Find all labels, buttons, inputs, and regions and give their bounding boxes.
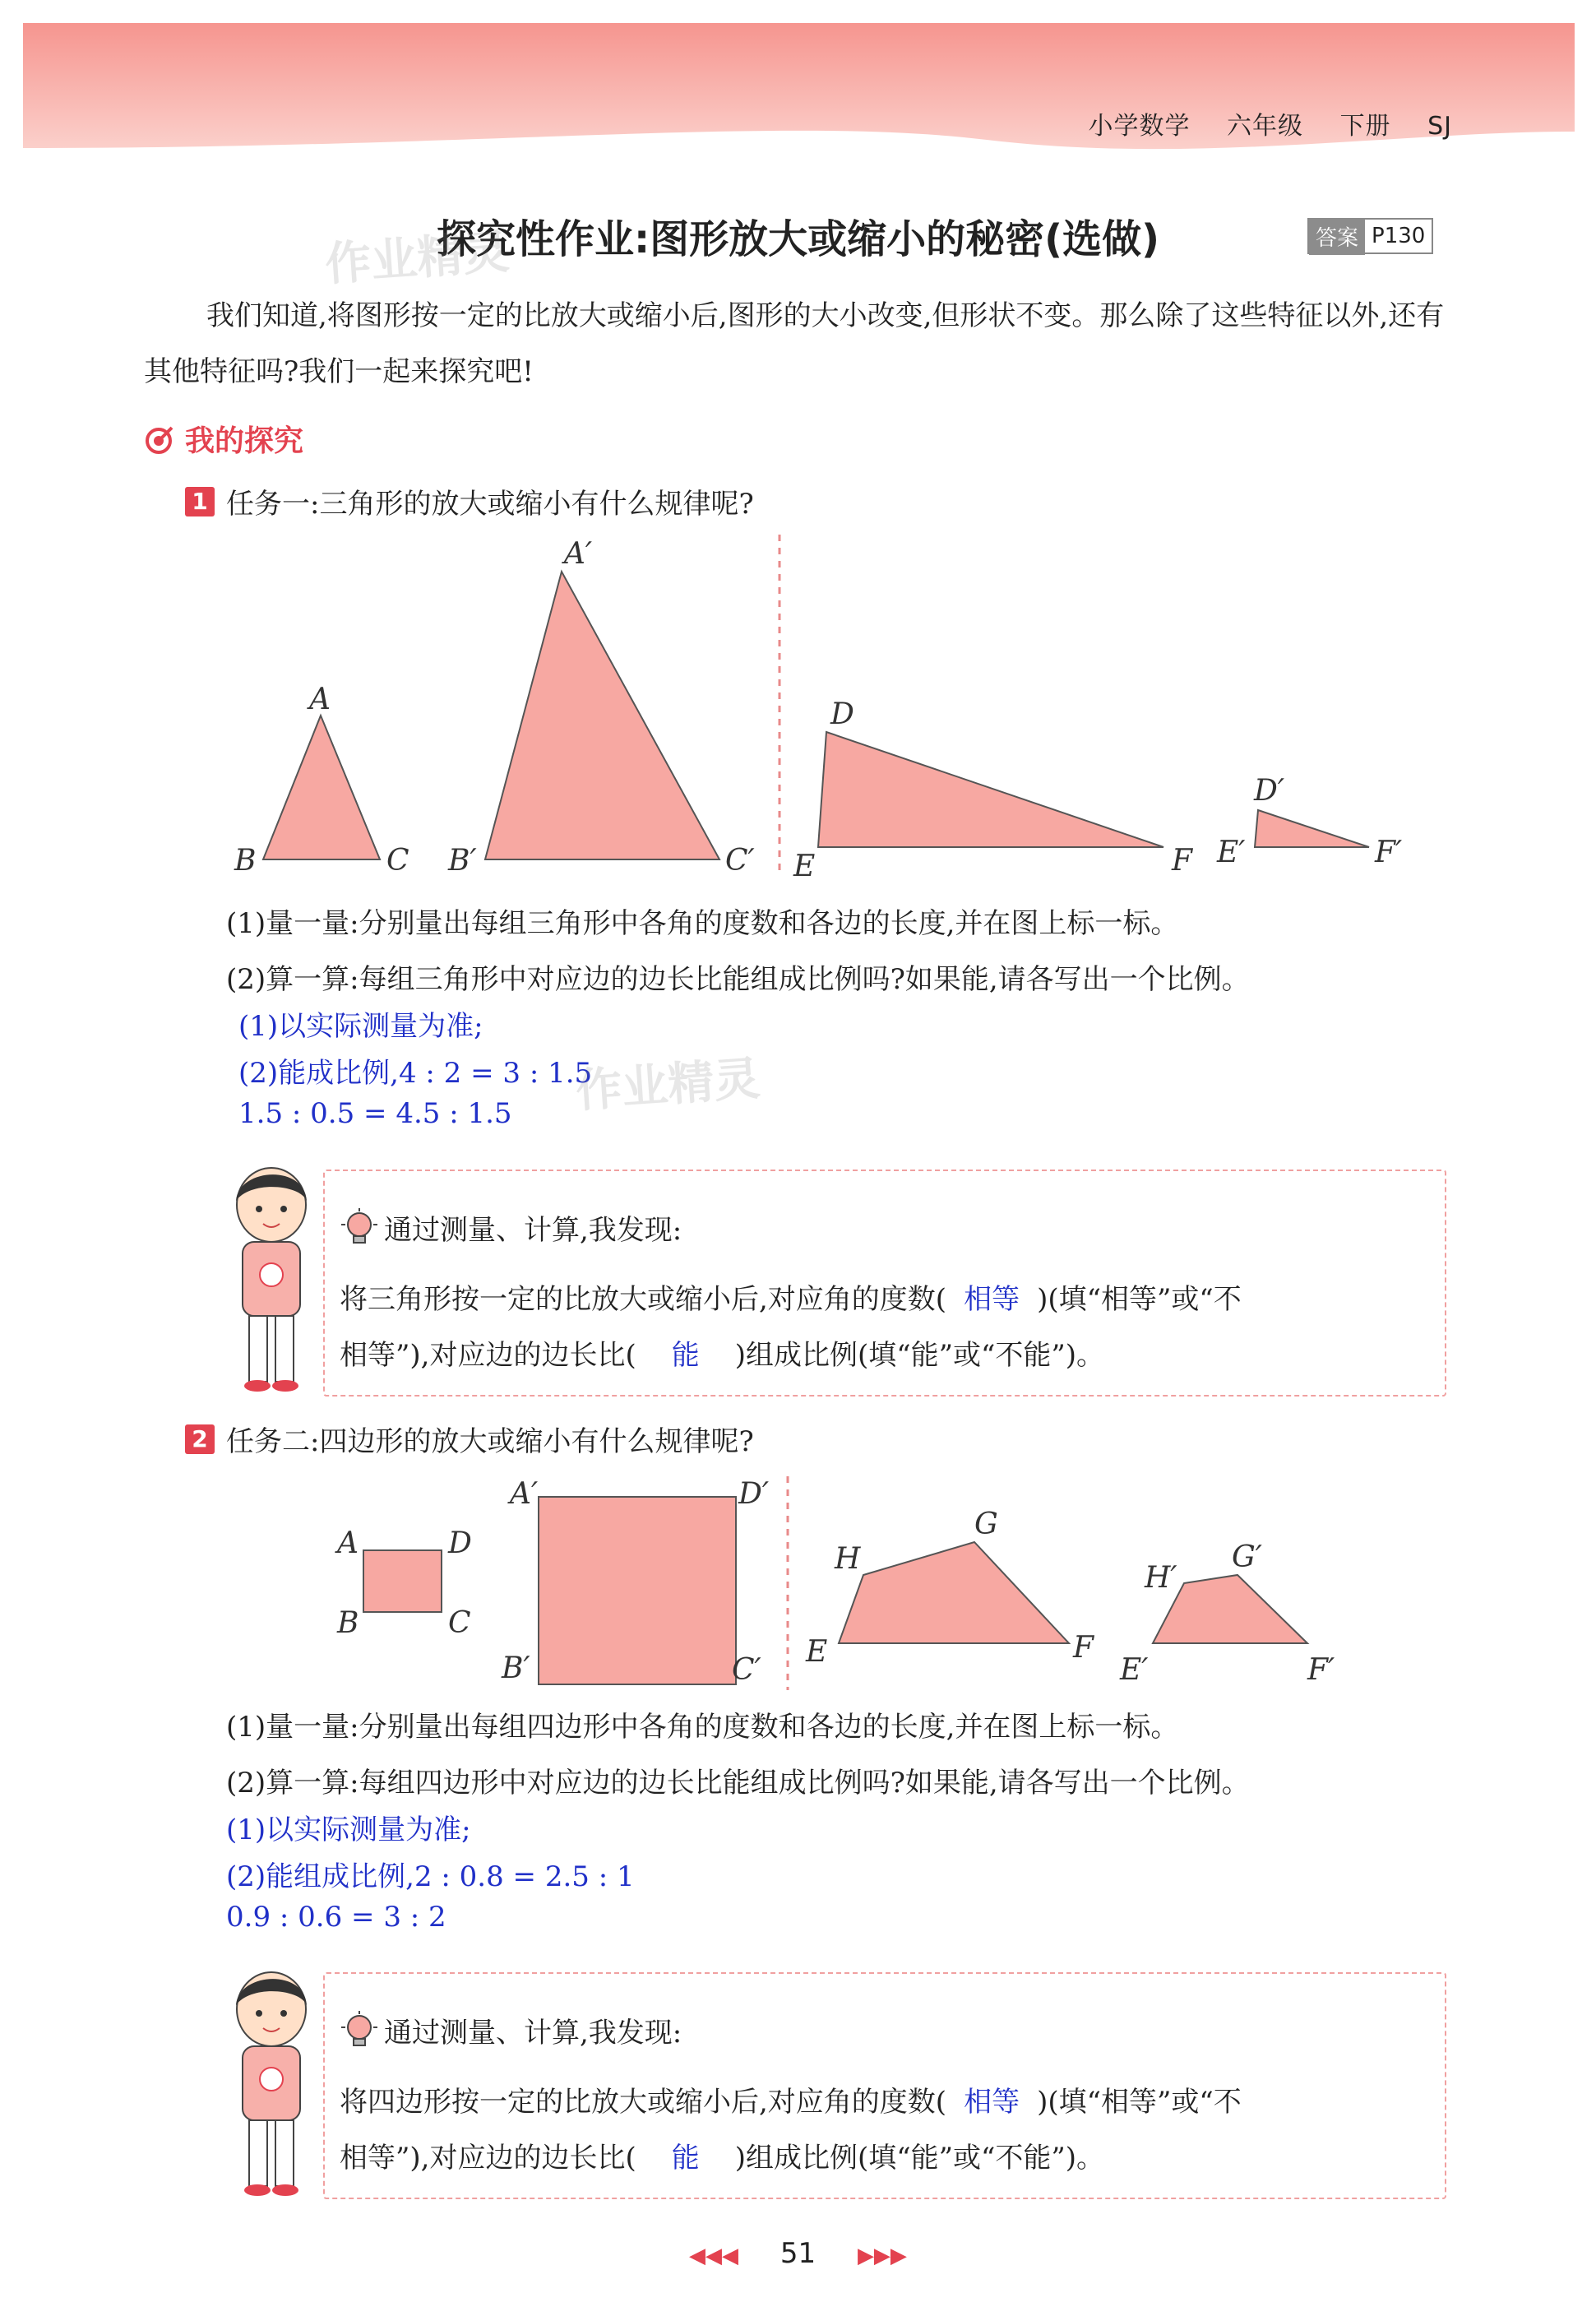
label-C-prime: C′ <box>732 1653 761 1687</box>
task1-finding-line1: 将三角形按一定的比放大或缩小后,对应角的度数( 相等 )(填“相等”或“不 <box>340 1276 1242 1317</box>
label-A: A <box>309 683 331 716</box>
task2-title: 任务二:四边形的放大或缩小有什么规律呢? <box>226 1425 754 1458</box>
label-C: C <box>386 844 409 878</box>
rectangle-A1B1C1D1 <box>539 1497 736 1684</box>
lightbulb-icon <box>340 1208 379 1248</box>
triangle-ABC <box>263 716 380 859</box>
task2-answer-3: 0.9 : 0.6 = 3 : 2 <box>226 1901 446 1934</box>
task1-heading <box>185 481 754 521</box>
boy-illustration <box>218 1160 325 1398</box>
task1-answer-3: 1.5 : 0.5 = 4.5 : 1.5 <box>238 1097 512 1130</box>
header-grade: 六年级 <box>1227 112 1304 141</box>
task2-blank-sides[interactable]: 能 <box>671 2142 700 2175</box>
task2-question-2: (2)算一算:每组四边形中对应边的边长比能组成比例吗?如果能,请各写出一个比例。 <box>226 1767 1250 1800</box>
task2-finding-line2: 相等”),对应边的边长比( 能 )组成比例(填“能”或“不能”)。 <box>340 2135 1104 2175</box>
task2-finding-lead: 通过测量、计算,我发现: <box>340 2010 682 2050</box>
task2-finding-box <box>323 1972 1446 2199</box>
page-number: 51 <box>779 2237 817 2270</box>
task1-finding-lead: 通过测量、计算,我发现: <box>340 1207 682 1248</box>
section-title: 我的探究 <box>185 424 304 458</box>
label-F-prime: F′ <box>1375 836 1403 869</box>
task2-heading <box>185 1419 754 1459</box>
target-icon <box>144 423 177 456</box>
label-E: E <box>806 1635 828 1669</box>
header-subject: 小学数学 <box>1088 112 1191 141</box>
label-E-prime: E′ <box>1120 1653 1149 1687</box>
task1-finding-line2: 相等”),对应边的边长比( 能 )组成比例(填“能”或“不能”)。 <box>340 1332 1104 1373</box>
label-D: D <box>448 1526 472 1560</box>
label-D-prime: D′ <box>1254 774 1285 808</box>
label-B-prime: B′ <box>502 1651 530 1685</box>
label-F: F <box>1172 844 1192 878</box>
label-A-prime: A′ <box>563 537 592 571</box>
answer-tag-label: 答案 <box>1309 218 1365 255</box>
task2-blank-angles[interactable]: 相等 <box>964 2086 1020 2119</box>
label-C: C <box>448 1606 471 1640</box>
task2-question-1: (1)量一量:分别量出每组四边形中各角的度数和各边的长度,并在图上标一标。 <box>226 1711 1179 1744</box>
task1-blank-sides[interactable]: 能 <box>671 1339 700 1372</box>
header-volume: 下册 <box>1339 112 1391 141</box>
task2-number: 2 <box>185 1424 215 1454</box>
task1-answer-1: (1)以实际测量为准; <box>238 1010 483 1043</box>
triangle-A1B1C1 <box>485 572 719 859</box>
label-A: A <box>337 1526 359 1560</box>
label-E: E <box>793 850 816 883</box>
quadrilateral-figures <box>312 1464 1381 1702</box>
task1-finding-box <box>323 1170 1446 1397</box>
page-footer <box>0 2237 1596 2270</box>
label-B: B <box>337 1606 359 1640</box>
label-H-prime: H′ <box>1145 1561 1177 1595</box>
triangle-figures <box>206 526 1472 888</box>
triangle-DEF <box>818 732 1163 847</box>
label-G-prime: G′ <box>1232 1540 1262 1574</box>
label-E-prime: E′ <box>1217 836 1246 869</box>
task1-blank-angles[interactable]: 相等 <box>964 1283 1020 1316</box>
page-title: 探究性作业:图形放大或缩小的秘密(选做) <box>436 216 1160 262</box>
header-info <box>1060 105 1452 141</box>
prev-arrows-icon: ◀◀◀ <box>689 2244 739 2268</box>
task2-answer-1: (1)以实际测量为准; <box>226 1813 471 1846</box>
label-A-prime: A′ <box>510 1477 539 1511</box>
triangle-D1E1F1 <box>1255 810 1369 847</box>
label-F-prime: F′ <box>1307 1653 1335 1687</box>
label-D-prime: D′ <box>738 1477 770 1511</box>
watermark-logo-2: 作业精灵 <box>574 1052 762 1119</box>
task1-number: 1 <box>185 487 215 516</box>
quad-EFGH <box>839 1542 1069 1643</box>
intro-text: 我们知道,将图形按一定的比放大或缩小后,图形的大小改变,但形状不变。那么除了这些特征以外,还有其他特征吗?我们一起来探究吧! <box>144 299 1445 388</box>
task1-question-2: (2)算一算:每组三角形中对应边的边长比能组成比例吗?如果能,请各写出一个比例。 <box>226 963 1250 996</box>
lightbulb-icon <box>340 2011 379 2050</box>
answer-tag[interactable] <box>1307 218 1433 254</box>
section-heading <box>144 418 303 460</box>
task1-question-1: (1)量一量:分别量出每组三角形中各角的度数和各边的长度,并在图上标一标。 <box>226 907 1179 940</box>
label-C-prime: C′ <box>725 844 755 878</box>
label-G: G <box>974 1508 998 1541</box>
task2-answer-2: (2)能组成比例,2 : 0.8 = 2.5 : 1 <box>226 1860 635 1893</box>
task1-title: 任务一:三角形的放大或缩小有什么规律呢? <box>226 488 754 521</box>
answer-tag-page: P130 <box>1372 224 1426 248</box>
label-B: B <box>234 844 257 878</box>
task1-answer-2: (2)能成比例,4 : 2 = 3 : 1.5 <box>238 1057 593 1090</box>
label-H: H <box>835 1542 861 1576</box>
header-edition: SJ <box>1427 112 1452 141</box>
next-arrows-icon: ▶▶▶ <box>857 2244 907 2268</box>
task2-finding-line1: 将四边形按一定的比放大或缩小后,对应角的度数( 相等 )(填“相等”或“不 <box>340 2079 1242 2119</box>
label-D: D <box>830 697 854 731</box>
label-F: F <box>1073 1631 1094 1665</box>
label-B-prime: B′ <box>448 844 477 878</box>
boy-illustration-2 <box>218 1964 325 2203</box>
rectangle-ABCD <box>363 1550 442 1612</box>
watermark-logo: 作业精灵 <box>323 225 511 292</box>
